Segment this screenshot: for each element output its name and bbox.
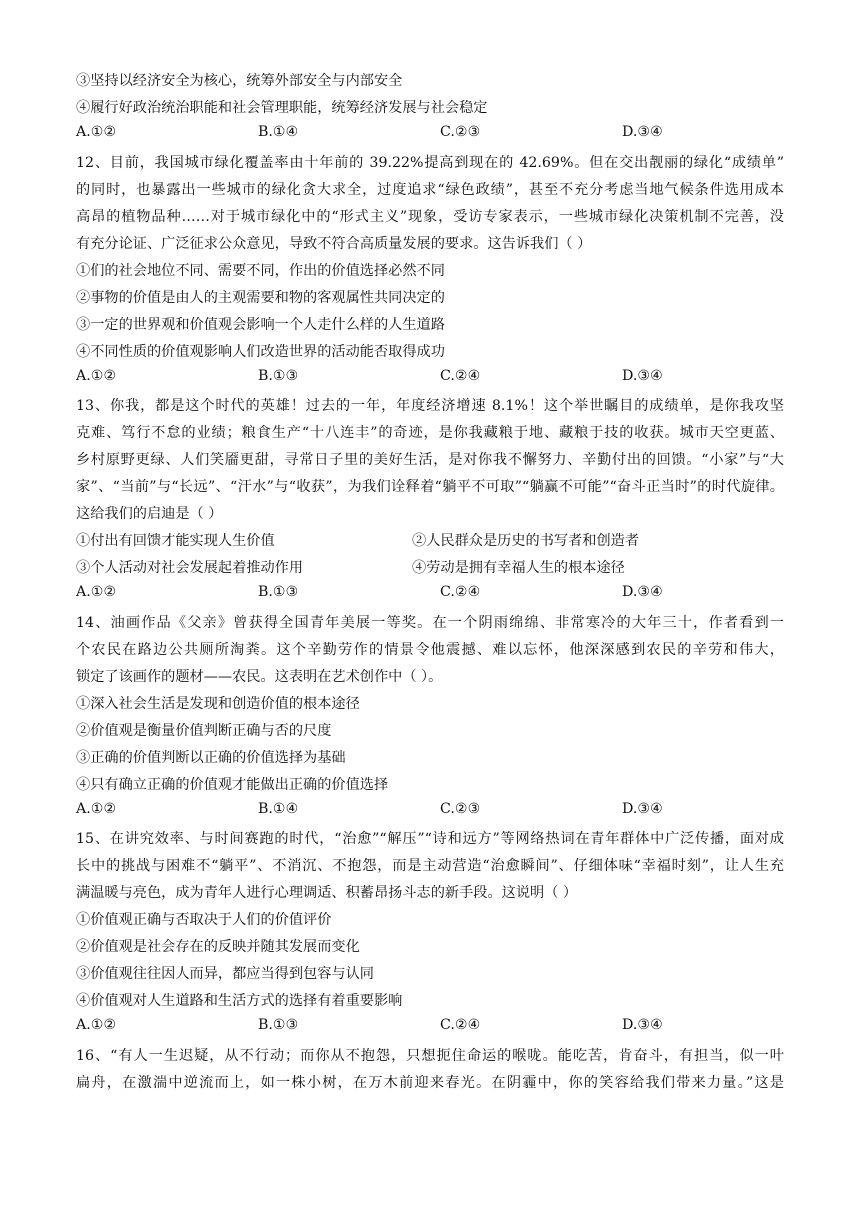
q15-stem-line: 15、在讲究效率、与时间赛跑的时代，“治愈”“解压”“诗和远方”等网络热词在青年群体中广泛传播，面对成 bbox=[76, 831, 784, 847]
q14-option-1: ①深入社会生活是发现和创造价值的根本途径 bbox=[76, 696, 360, 712]
answer-b: B.①④ bbox=[258, 801, 299, 817]
answer-b: B.①③ bbox=[258, 368, 299, 384]
q13-stem-line: 家”、“当前”与“长远”、“汗水”与“收获”，为我们诠释着“躺平不可取”“躺赢不可能”“奋斗正当时”的时代旋律。 bbox=[76, 479, 784, 495]
q11-option-4: ④履行好政治统治职能和社会管理职能，统筹经济发展与社会稳定 bbox=[76, 100, 488, 116]
answer-c: C.②④ bbox=[440, 368, 481, 384]
q12-stem-line: 有充分论证、广泛征求公众意见，导致不符合高质量发展的要求。这告诉我们（ ） bbox=[76, 236, 592, 252]
answer-a: A.①② bbox=[76, 368, 117, 384]
q14-stem-line: 锁定了该画作的题材——农民。这表明在艺术创作中（ ）。 bbox=[76, 669, 443, 685]
answer-b: B.①③ bbox=[258, 1017, 299, 1033]
q13-stem-line: 乡村原野更绿、人们笑靥更甜，寻常日子里的美好生活，是对你我不懈努力、辛勤付出的回馈。“小家”与“大 bbox=[76, 452, 784, 468]
q16-stem-line: 16、“有人一生迟疑，从不行动；而你从不抱怨，只想扼住命运的喉咙。能吃苦，肯奋斗，有担当，似一叶 bbox=[76, 1048, 784, 1064]
answer-c: C.②③ bbox=[440, 124, 481, 140]
answer-a: A.①② bbox=[76, 801, 117, 817]
q13-option-1: ①付出有回馈才能实现人生价值 bbox=[76, 533, 275, 549]
answer-d: D.③④ bbox=[622, 801, 663, 817]
answer-c: C.②④ bbox=[440, 584, 481, 600]
q14-stem-line: 个农民在路边公共厕所淘粪。这个辛勤劳作的情景令他震撼、难以忘怀，他深深感到农民的辛劳和伟大， bbox=[76, 642, 784, 658]
answer-b: B.①④ bbox=[258, 124, 299, 140]
answer-d: D.③④ bbox=[622, 368, 663, 384]
answer-d: D.③④ bbox=[622, 124, 663, 140]
q14-option-4: ④只有确立正确的价值观才能做出正确的价值选择 bbox=[76, 777, 389, 793]
q13-option-4: ④劳动是拥有幸福人生的根本途径 bbox=[412, 560, 625, 576]
q12-option-3: ③一定的世界观和价值观会影响一个人走什么样的人生道路 bbox=[76, 317, 445, 333]
q13-stem-line: 这给我们的启迪是（ ） bbox=[76, 506, 223, 522]
q12-option-2: ②事物的价值是由人的主观需要和物的客观属性共同决定的 bbox=[76, 290, 445, 306]
q15-option-1: ①价值观正确与否取决于人们的价值评价 bbox=[76, 912, 332, 928]
q14-stem-line: 14、油画作品《父亲》曾获得全国青年美展一等奖。在一个阴雨绵绵、非常寒冷的大年三十，作者看到一 bbox=[76, 615, 784, 631]
q12-stem-line: 高昂的植物品种……对于城市绿化中的“形式主义”现象，受访专家表示，一些城市绿化决策机制不完善，没 bbox=[76, 209, 784, 225]
q12-option-4: ④不同性质的价值观影响人们改造世界的活动能否取得成功 bbox=[76, 344, 445, 360]
q14-option-3: ③正确的价值判断以正确的价值选择为基础 bbox=[76, 750, 346, 766]
q15-option-2: ②价值观是社会存在的反映并随其发展而变化 bbox=[76, 939, 360, 955]
q14-option-2: ②价值观是衡量价值判断正确与否的尺度 bbox=[76, 723, 332, 739]
q13-option-3: ③个人活动对社会发展起着推动作用 bbox=[76, 560, 304, 576]
q12-option-1: ①们的社会地位不同、需要不同，作出的价值选择必然不同 bbox=[76, 263, 445, 279]
q11-option-3: ③坚持以经济安全为核心，统筹外部安全与内部安全 bbox=[76, 73, 403, 89]
answer-d: D.③④ bbox=[622, 1017, 663, 1033]
q13-stem-line: 13、你我，都是这个时代的英雄！过去的一年，年度经济增速 8.1%！这个举世瞩目的成绩单，是你我攻坚 bbox=[76, 398, 784, 414]
q12-stem-line: 的同时，也暴露出一些城市的绿化贪大求全，过度追求“绿色政绩”，甚至不充分考虑当地气候条件选用成本 bbox=[76, 182, 784, 198]
answer-c: C.②③ bbox=[440, 801, 481, 817]
answer-a: A.①② bbox=[76, 124, 117, 140]
answer-b: B.①③ bbox=[258, 584, 299, 600]
answer-a: A.①② bbox=[76, 1017, 117, 1033]
q12-stem-line: 12、目前，我国城市绿化覆盖率由十年前的 39.22%提高到现在的 42.69%。但在交出靓丽的绿化“成绩单” bbox=[76, 155, 784, 171]
q15-stem-line: 满温暖与亮色，成为青年人进行心理调适、积蓄昂扬斗志的新手段。这说明（ ） bbox=[76, 885, 578, 901]
q15-option-4: ④价值观对人生道路和生活方式的选择有着重要影响 bbox=[76, 993, 403, 1009]
q13-stem-line: 克难、笃行不怠的业绩；粮食生产“十八连丰”的奇迹，是你我藏粮于地、藏粮于技的收获。城市天空更蓝、 bbox=[76, 425, 784, 441]
answer-c: C.②④ bbox=[440, 1017, 481, 1033]
q13-option-2: ②人民群众是历史的书写者和创造者 bbox=[412, 533, 640, 549]
answer-a: A.①② bbox=[76, 584, 117, 600]
q15-stem-line: 长中的挑战与困难不“躺平”、不消沉、不抱怨，而是主动营造“治愈瞬间”、仔细体味“幸福时刻”，让人生充 bbox=[76, 858, 784, 874]
answer-d: D.③④ bbox=[622, 584, 663, 600]
q16-stem-line: 扁舟，在激湍中逆流而上，如一株小树，在万木前迎来春光。在阴霾中，你的笑容给我们带来力量。”这是 bbox=[76, 1075, 784, 1091]
q15-option-3: ③价值观往往因人而异，都应当得到包容与认同 bbox=[76, 966, 374, 982]
